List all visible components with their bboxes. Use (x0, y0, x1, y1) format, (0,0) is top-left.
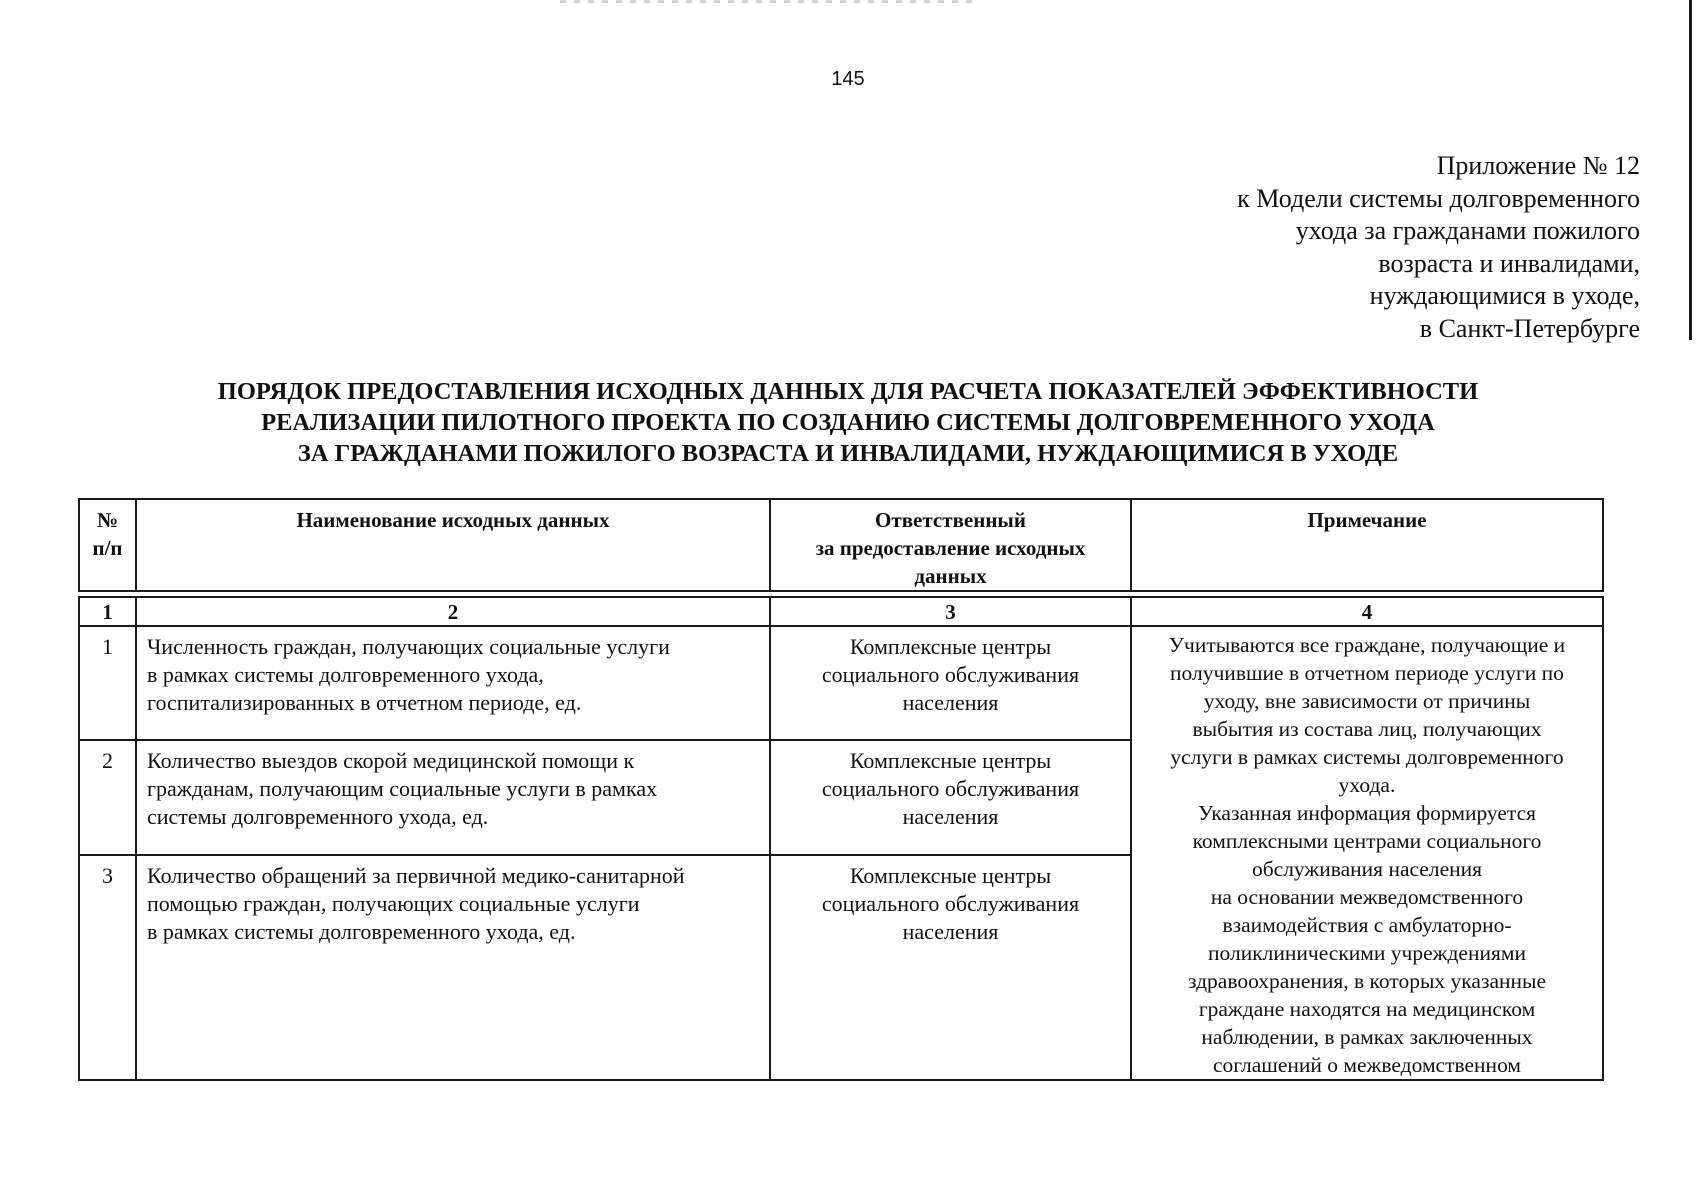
row-responsible (770, 740, 1131, 854)
row-name-line: в рамках системы долговременного ухода, (147, 662, 544, 687)
row-name-line: помощью граждан, получающих социальные услуги (147, 890, 640, 916)
row-responsible-line: населения (902, 804, 999, 830)
data-table (78, 498, 1604, 1081)
row-name-line: системы долговременного ухода, ед. (147, 804, 489, 830)
note-line: граждане находятся на медицинском (1198, 997, 1536, 1021)
title-line: ЗА ГРАЖДАНАМИ ПОЖИЛОГО ВОЗРАСТА И ИНВАЛИДАМИ, НУЖДАЮЩИМИСЯ В УХОДЕ (297, 440, 1399, 467)
row-responsible (770, 626, 1131, 740)
row-responsible-line: социального обслуживания (821, 890, 1080, 916)
note-line: наблюдении, в рамках заключенных (1201, 1025, 1533, 1049)
row-name (136, 626, 770, 740)
row-name-line: Количество выездов скорой медицинской помощи к (147, 748, 635, 774)
document-title (0, 376, 1696, 469)
header-note (1131, 499, 1603, 591)
note-line: Указанная информация формируется (1197, 801, 1537, 825)
note-line: уходу, вне зависимости от причины (1203, 689, 1531, 713)
appendix-line: нуждающимися в уходе, (1369, 281, 1640, 310)
column-number-row (79, 597, 1603, 626)
row-responsible-line: Комплексные центры (849, 748, 1052, 774)
appendix-line: Приложение № 12 (1436, 151, 1640, 180)
note-line: получившие в отчетном периоде услуги по (1170, 661, 1564, 685)
scan-edge-line (1689, 0, 1692, 340)
column-number: 4 (1131, 597, 1603, 626)
title-line: РЕАЛИЗАЦИИ ПИЛОТНОГО ПРОЕКТА ПО СОЗДАНИЮ СИСТЕМЫ ДОЛГОВРЕМЕННОГО УХОДА (261, 409, 1435, 436)
row-responsible (770, 855, 1131, 1081)
row-name-line: Численность граждан, получающих социальные услуги (147, 634, 670, 659)
row-name-line: гражданам, получающим социальные услуги в рамках (147, 776, 658, 802)
header-num-line: п/п (92, 536, 123, 560)
row-responsible-line: Комплексные центры (849, 634, 1052, 659)
header-note-line: Примечание (1307, 508, 1427, 532)
header-responsible-line: Ответственный (875, 508, 1026, 532)
note-line: обслуживания населения (1251, 857, 1483, 881)
header-responsible-line: данных (914, 564, 987, 588)
appendix-line: к Модели системы долговременного (1237, 183, 1640, 213)
note-line: соглашений о межведомственном (1212, 1053, 1522, 1077)
row-name-line: в рамках системы долговременного ухода, ед. (147, 918, 576, 944)
header-name-line: Наименование исходных данных (296, 508, 610, 532)
header-num-line: № (96, 508, 119, 532)
header-responsible (770, 499, 1131, 591)
note-line: комплексными центрами социального (1192, 829, 1542, 853)
note-line: ухода. (1338, 773, 1396, 797)
header-num (79, 499, 136, 591)
note-line: услуги в рамках системы долговременного (1170, 745, 1564, 769)
row-name (136, 855, 770, 1081)
note-line: выбытия из состава лиц, получающих (1192, 717, 1542, 741)
header-responsible-line: за предоставление исходных (815, 536, 1086, 560)
note-line: взаимодействия с амбулаторно- (1222, 913, 1512, 937)
row-responsible-line: населения (902, 690, 999, 715)
row-number: 3 (79, 855, 136, 1081)
scan-artifact-top (560, 0, 980, 3)
note-line: поликлиническими учреждениями (1208, 941, 1526, 965)
row-responsible-line: населения (902, 918, 999, 944)
row-number: 1 (79, 626, 136, 740)
page-number: 145 (831, 68, 865, 90)
title-line: ПОРЯДОК ПРЕДОСТАВЛЕНИЯ ИСХОДНЫХ ДАННЫХ ДЛЯ РАСЧЕТА ПОКАЗАТЕЛЕЙ ЭФФЕКТИВНОСТИ (217, 378, 1479, 405)
row-name (136, 740, 770, 854)
row-number: 2 (79, 740, 136, 854)
note-cell (1131, 626, 1603, 1080)
row-name-line: Количество обращений за первичной медико-санитарной (147, 862, 685, 888)
row-responsible-line: социального обслуживания (821, 776, 1080, 802)
table-row (79, 626, 1603, 740)
header-name (136, 499, 770, 591)
row-name-line: госпитализированных в отчетном периоде, ед. (147, 690, 582, 715)
appendix-line: возраста и инвалидами, (1378, 248, 1640, 278)
appendix-line: в Санкт-Петербурге (1419, 313, 1640, 343)
column-number: 3 (770, 597, 1131, 626)
table-header-row (79, 499, 1603, 591)
note-line: Учитываются все граждане, получающие и (1168, 633, 1566, 657)
column-number: 1 (79, 597, 136, 626)
row-responsible-line: социального обслуживания (821, 662, 1080, 687)
appendix-line: ухода за гражданами пожилого (1295, 216, 1640, 245)
row-responsible-line: Комплексные центры (849, 862, 1052, 888)
column-number: 2 (136, 597, 770, 626)
appendix-reference (1237, 150, 1640, 345)
note-line: здравоохранения, в которых указанные (1187, 969, 1547, 993)
note-line: на основании межведомственного (1210, 885, 1524, 909)
